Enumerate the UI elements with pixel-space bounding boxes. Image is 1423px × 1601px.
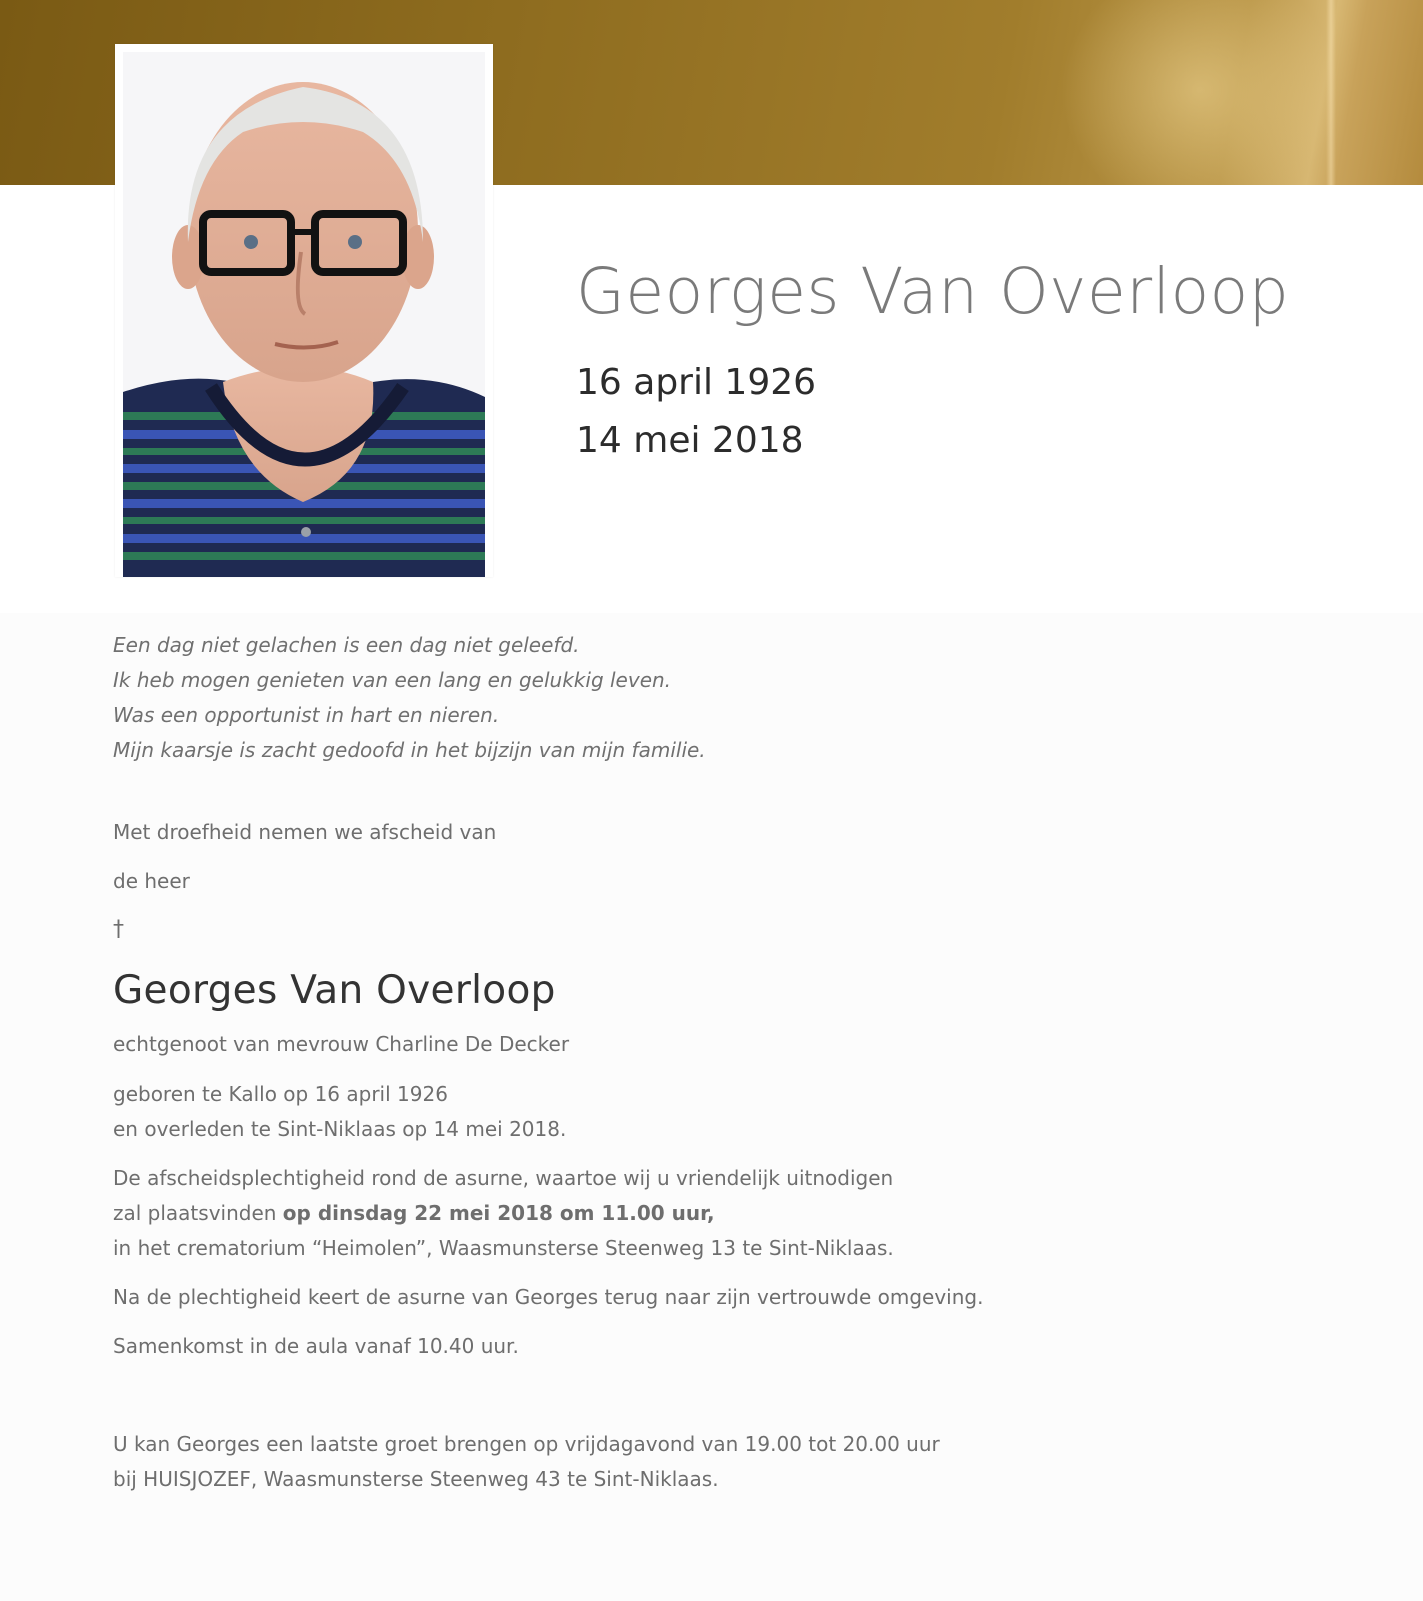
birth-text: geboren te Kallo op 16 april 1926 <box>113 1082 448 1106</box>
ceremony-location: in het crematorium “Heimolen”, Waasmunsterse Steenweg 13 te Sint-Niklaas. <box>113 1236 894 1260</box>
poem-line: Mijn kaarsje is zacht gedoofd in het bijzijn van mijn familie. <box>113 738 706 762</box>
death-date: 14 mei 2018 <box>576 420 804 461</box>
after-ceremony-text: Na de plechtigheid keert de asurne van Georges terug naar zijn vertrouwde omgeving. <box>113 1285 984 1309</box>
ceremony-prefix: zal plaatsvinden <box>113 1201 283 1225</box>
deceased-name-heading: Georges Van Overloop <box>576 255 1290 328</box>
death-text: en overleden te Sint-Niklaas op 14 mei 2018. <box>113 1117 567 1141</box>
portrait-photo <box>123 52 485 577</box>
birth-date: 16 april 1926 <box>576 362 817 403</box>
poem-line: Een dag niet gelachen is een dag niet geleefd. <box>113 633 580 657</box>
visit-text: U kan Georges een laatste groet brengen op vrijdagavond van 19.00 tot 20.00 uur <box>113 1432 940 1456</box>
ceremony-date-text <box>113 1201 715 1225</box>
poem-line: Ik heb mogen genieten van een lang en gelukkig leven. <box>113 668 672 692</box>
portrait-frame <box>115 44 493 577</box>
portrait-image <box>123 52 485 577</box>
intro-text: Met droefheid nemen we afscheid van <box>113 820 497 844</box>
gathering-text: Samenkomst in de aula vanaf 10.40 uur. <box>113 1334 519 1358</box>
ceremony-text: De afscheidsplechtigheid rond de asurne, waartoe wij u vriendelijk uitnodigen <box>113 1166 894 1190</box>
cross-icon: † <box>113 917 124 942</box>
poem-line: Was een opportunist in hart en nieren. <box>113 703 500 727</box>
visit-location: bij HUISJOZEF, Waasmunsterse Steenweg 43 te Sint-Niklaas. <box>113 1467 719 1491</box>
honorific: de heer <box>113 869 190 893</box>
deceased-name: Georges Van Overloop <box>113 968 556 1013</box>
banner-edge <box>1326 0 1336 185</box>
spouse-text: echtgenoot van mevrouw Charline De Decker <box>113 1032 570 1056</box>
banner-light <box>1060 0 1340 185</box>
ceremony-date: op dinsdag 22 mei 2018 om 11.00 uur, <box>282 1201 715 1225</box>
